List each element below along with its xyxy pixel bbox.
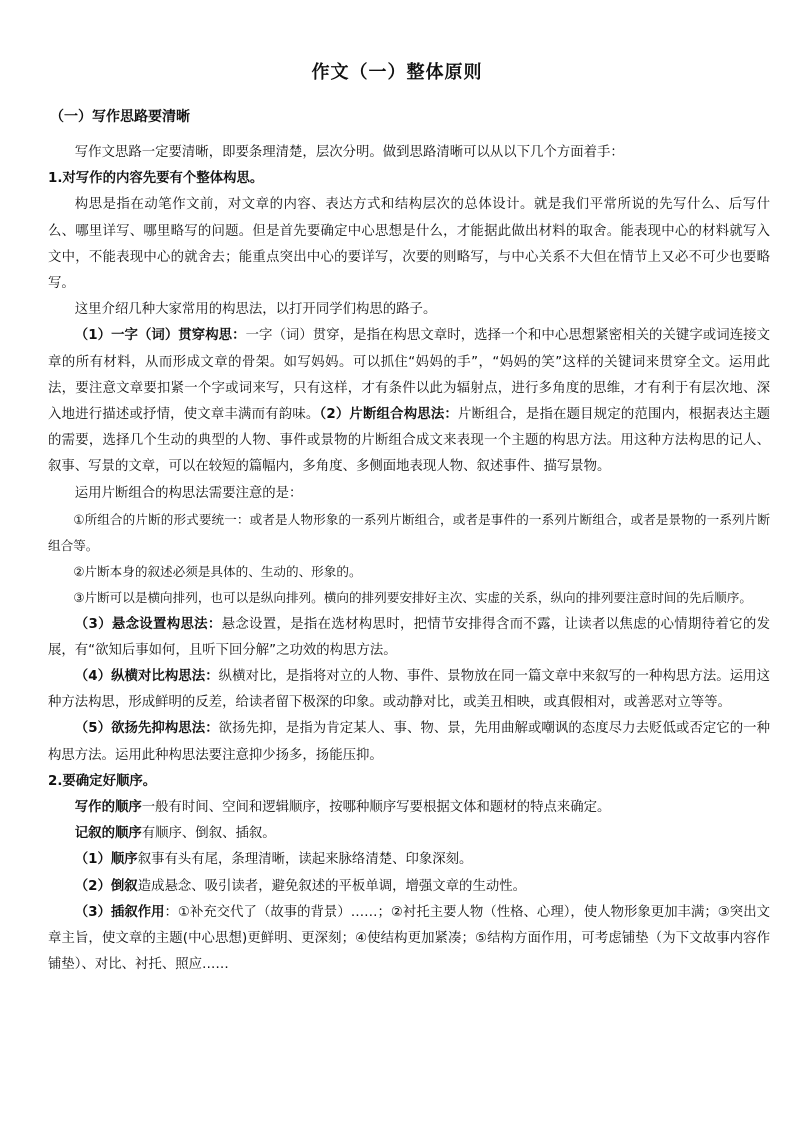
- method-4-label: （4）纵横对比构思法：: [74, 669, 219, 685]
- method-4-text: 纵横对比，是指将对立的人物、事件、景物放在同一篇文章中来叙写的一种构思方法。运用这种方法构思，形成鲜明的反差，给读者留下极深的印象。或动静对比，或美丑相映，或真假相对，或善恶对立等等。: [48, 669, 771, 711]
- order-1-label: （1）顺序: [74, 852, 138, 868]
- method-5-paragraph: [48, 716, 770, 768]
- order-3: [48, 900, 770, 979]
- fragment-point-2: ②片断本身的叙述必须是具体的、生动的、形象的。: [73, 564, 362, 580]
- method-1-paragraph: [48, 323, 770, 480]
- order-intro: [48, 795, 770, 821]
- fragment-point-3: ③片断可以是横向排列，也可以是纵向排列。横向的排列要安排好主次、实虚的关系，纵向的排列要注意时间的先后顺序。: [73, 590, 752, 606]
- narration-intro-text: 有顺序、倒叙、插叙。: [141, 826, 276, 842]
- method-3-label: （3）悬念设置构思法：: [74, 616, 222, 632]
- intro-paragraph: 写作文思路一定要清晰，即要条理清楚，层次分明。做到思路清晰可以从以下几个方面着手：: [74, 145, 624, 160]
- method-3-text: 悬念设置，是指在选材构思时，把情节安排得含而不露，让读者以焦虑的心情期待着它的发展，有“欲知后事如何，且听下回分解”之功效的构思方法。: [48, 616, 770, 658]
- method-2-label: （2）片断组合构思法：: [319, 407, 458, 423]
- heading-1: 1.对写作的内容先要有个整体构思。: [48, 171, 264, 187]
- fragment-note: 运用片断组合的构思法需要注意的是：: [74, 485, 303, 501]
- order-intro-label: 写作的顺序: [74, 800, 142, 816]
- order-intro-text: 一般有时间、空间和逻辑顺序，按哪种顺序写要根据文体和题材的特点来确定。: [141, 800, 611, 816]
- method-3-paragraph: [48, 612, 770, 664]
- order-3-text: ：①补充交代了（故事的背景）……；②衬托主要人物（性格、心理），使人物形象更加丰满；③突出文章主旨，使文章的主题(中心思想)更鲜明、更深刻；④使结构更加紧凑；⑤结构方面作用，可考虑铺垫（为下文故事内容作铺垫）、对比、衬托、照应……: [48, 904, 771, 973]
- narration-intro: [48, 821, 770, 847]
- order-1: [48, 847, 770, 873]
- section-heading: （一）写作思路要清晰: [50, 109, 190, 125]
- order-1-text: 叙事有头有尾，条理清晰，读起来脉络清楚、印象深刻。: [137, 852, 473, 868]
- page-title: 作文（一）整体原则: [311, 62, 483, 83]
- method-4-paragraph: [48, 664, 770, 716]
- heading-2: 2.要确定好顺序。: [48, 773, 157, 789]
- fragment-point-1: ①所组合的片断的形式要统一：或者是人物形象的一系列片断组合，或者是事件的一系列片断组合，或者是景物的一系列片断组合等。: [48, 511, 770, 554]
- order-2-label: （2）倒叙: [74, 878, 138, 894]
- narration-intro-label: 记叙的顺序: [74, 826, 142, 842]
- order-2-text: 造成悬念、吸引读者，避免叙述的平板单调，增强文章的生动性。: [137, 878, 527, 894]
- methods-intro: 这里介绍几种大家常用的构思法，以打开同学们构思的路子。: [74, 302, 437, 318]
- method-1-label: （1）一字（词）贯穿构思：: [74, 328, 246, 344]
- order-3-label: （3）插叙作用: [74, 904, 165, 920]
- method-5-label: （5）欲扬先抑构思法：: [74, 721, 219, 737]
- document-body: [48, 140, 770, 979]
- concept-paragraph: 构思是指在动笔作文前，对文章的内容、表达方式和结构层次的总体设计。就是我们平常所说的先写什么、后写什么、哪里详写、哪里略写的问题。但是首先要确定中心思想是什么，才能据此做出材料的取舍。能表现中心的材料就写入文中，不能表现中心的就舍去；能重点突出中心的要详写，次要的则略写，与中心关系不大但在情节上又必不可少也要略写。: [48, 197, 770, 292]
- method-5-text: 欲扬先抑，是指为肯定某人、事、物、景，先用曲解或嘲讽的态度尽力去贬低或否定它的一种构思方法。运用此种构思法要注意抑少扬多，扬能压抑。: [48, 721, 771, 763]
- order-2: [48, 874, 770, 900]
- method-1-text: 一字（词）贯穿，是指在构思文章时，选择一个和中心思想紧密相关的关键字或词连接文章的所有材料，从而形成文章的骨架。如写妈妈。可以抓住“妈妈的手”，“妈妈的笑”这样的关键词来贯穿全文。运用此法，要注意文章要扣紧一个字或词来写，只有这样，才有条件以此为辐射点，进行多角度的思维，才有利于有层次地、深入地进行描述或抒情，使文章丰满而有韵味。: [48, 328, 770, 423]
- method-2-text: 片断组合，是指在题目规定的范围内，根据表达主题的需要，选择几个生动的典型的人物、事件或景物的片断组合成文来表现一个主题的构思方法。用这种方法构思的记人、叙事、写景的文章，可以在较短的篇幅内，多角度、多侧面地表现人物、叙述事件、描写景物。: [48, 407, 770, 475]
